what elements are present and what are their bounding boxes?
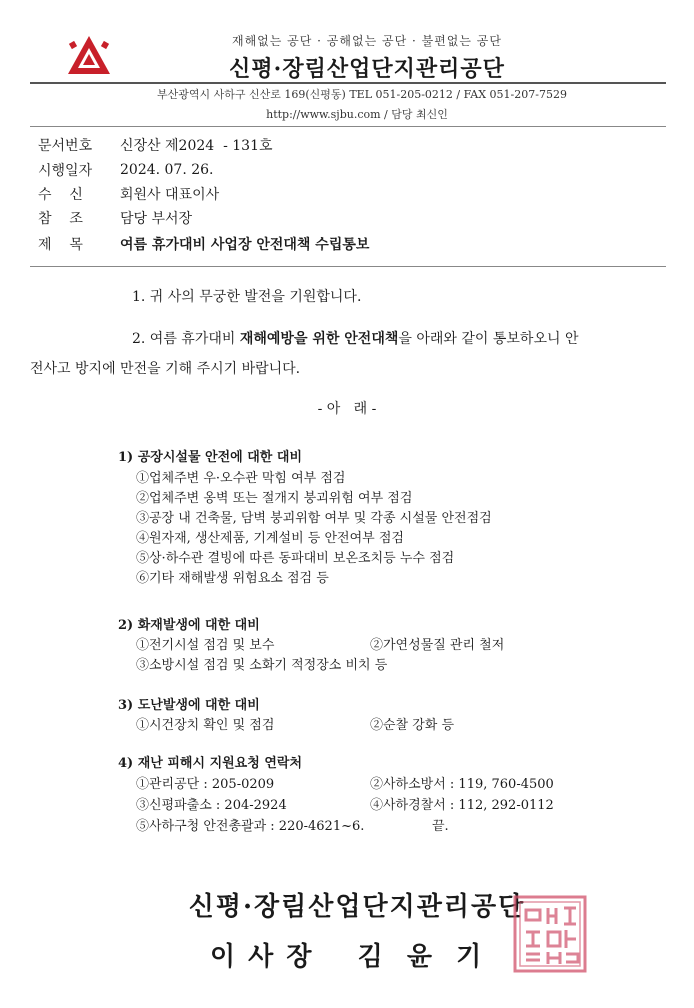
meta-value: 2024. 07. 26. [120,162,214,178]
p2-post: 을 아래와 같이 통보하오니 안 [398,331,579,347]
header-divider [30,82,666,84]
section-4-title: 4) 재난 피해시 지원요청 연락처 [118,756,302,771]
list-item: ③공장 내 건축물, 담벽 붕괴위함 여부 및 각종 시설물 안전점검 [136,511,492,526]
section-2-title: 2) 화재발생에 대한 대비 [118,618,260,633]
list-item: ③신평파출소 : 204-2924 [136,798,287,813]
paragraph-2-line-2: 전사고 방지에 만전을 기해 주시기 바랍니다. [30,361,301,377]
official-seal-icon [512,894,588,974]
meta-reference [38,207,192,229]
meta-value: 회원사 대표이사 [120,187,220,203]
meta-date [38,159,214,181]
meta-label: 제 목 [38,237,83,253]
paragraph-2-line-1 [132,322,578,356]
notice-header: - 아 래 - [317,401,377,417]
meta-value: 여름 휴가대비 사업장 안전대책 수립통보 [120,237,370,253]
list-item: ④원자재, 생산제품, 기계설비 등 안전여부 점검 [136,531,404,546]
meta-subject [38,233,369,255]
list-item: ⑤사하구청 안전총괄과 : 220-4621~6. [136,819,365,834]
slogan: 재해없는 공단 · 공해없는 공단 · 불편없는 공단 [232,34,502,48]
list-item: ②업체주변 옹벽 또는 절개지 붕괴위험 여부 점검 [136,491,413,506]
meta-value: 신장산 제2024 - 131호 [120,138,273,154]
list-item: ②사하소방서 : 119, 760-4500 [370,777,554,792]
list-item: ①관리공단 : 205-0209 [136,777,275,792]
meta-label: 수 신 [38,187,83,203]
meta-label: 문서번호 [38,138,93,154]
meta-recipient [38,183,219,205]
list-item: ⑥기타 재해발생 위험요소 점검 등 [136,571,329,586]
signature-name: 이 사 장 김 윤 기 [210,942,484,972]
p2-bold: 재해예방을 위한 안전대책 [239,331,399,347]
meta-divider-bottom [30,266,666,267]
list-item: ⑤상·하수관 결빙에 따른 동파대비 보온조치등 누수 점검 [136,551,455,566]
section-3-title: 3) 도난발생에 대한 대비 [118,698,260,713]
meta-doc-number [38,134,273,156]
list-item: ②가연성물질 관리 철저 [370,638,505,653]
list-item: ①시건장치 확인 및 점검 [136,718,275,733]
end-mark: 끝. [432,819,449,834]
signature-org: 신평·장림산업단지관리공단 [188,892,526,922]
list-item: ①업체주변 우·오수관 막힘 여부 점검 [136,471,346,486]
meta-label: 참 조 [38,211,83,227]
org-title: 신평·장림산업단지관리공단 [229,56,505,82]
meta-label: 시행일자 [38,163,93,179]
list-item: ②순찰 강화 등 [370,718,455,733]
meta-value: 담당 부서장 [120,211,193,227]
address-line: 부산광역시 사하구 신산로 169(신평동) TEL 051-205-0212 / FAX 051-207-7529 [157,88,567,101]
section-1-title: 1) 공장시설물 안전에 대한 대비 [118,450,302,465]
website-line: http://www.sjbu.com / 담당 최신인 [266,108,448,121]
paragraph-1: 1. 귀 사의 무궁한 발전을 기원합니다. [132,289,362,305]
list-item: ④사하경찰서 : 112, 292-0112 [370,798,554,813]
list-item: ③소방시설 점검 및 소화기 적정장소 비치 등 [136,658,388,673]
meta-divider-top [30,126,666,127]
list-item: ①전기시설 점검 및 보수 [136,638,275,653]
p2-pre: 2. 여름 휴가대비 [132,331,240,347]
